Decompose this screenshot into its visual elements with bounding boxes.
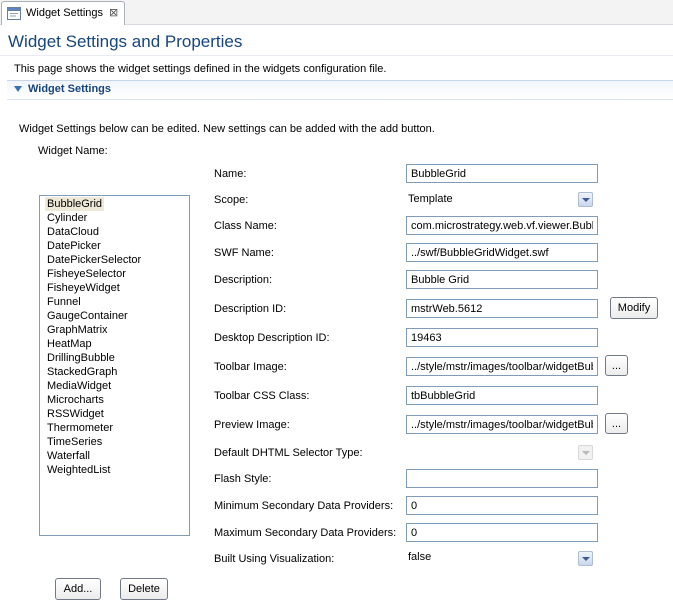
toolbar-image-browse-button[interactable]: ... (605, 355, 628, 376)
widget-list-item[interactable]: BubbleGrid (47, 198, 103, 210)
widget-list-item[interactable]: Thermometer (47, 422, 114, 434)
widget-list-item[interactable]: FisheyeSelector (47, 268, 126, 280)
min-secondary-providers-input[interactable] (406, 496, 598, 515)
class-name-input[interactable] (406, 216, 598, 235)
page-description: This page shows the widget settings defined in the widgets configuration file. (14, 63, 387, 75)
name-label: Name: (214, 168, 247, 180)
widget-list-item[interactable]: TimeSeries (47, 436, 103, 448)
add-button[interactable]: Add... (55, 578, 101, 600)
widget-list-item[interactable]: GraphMatrix (47, 324, 108, 336)
widget-list-item[interactable]: FisheyeWidget (47, 282, 120, 294)
widget-list-item[interactable]: DrillingBubble (47, 352, 115, 364)
max-secondary-providers-input[interactable] (406, 523, 598, 542)
description-id-label: Description ID: (214, 303, 287, 315)
section-description: Widget Settings below can be edited. New settings can be added with the add button. (19, 123, 435, 135)
preview-image-browse-button[interactable]: ... (605, 413, 628, 434)
widget-list-item[interactable]: StackedGraph (47, 366, 118, 378)
class-name-label: Class Name: (214, 220, 277, 232)
chevron-down-icon (582, 451, 590, 455)
section-title: Widget Settings (28, 83, 112, 95)
scope-label: Scope: (214, 194, 249, 206)
built-using-visualization-select[interactable]: false (408, 551, 432, 563)
toolbar-css-class-label: Toolbar CSS Class: (214, 390, 310, 402)
max-secondary-providers-label: Maximum Secondary Data Providers: (214, 527, 397, 539)
widget-list-item[interactable]: HeatMap (47, 338, 92, 350)
widget-list-item[interactable]: RSSWidget (47, 408, 104, 420)
tab-widget-settings[interactable] (1, 1, 125, 25)
description-input[interactable] (406, 270, 598, 289)
widget-name-list[interactable] (39, 195, 190, 536)
widget-list-item[interactable]: DatePicker (47, 240, 101, 252)
default-dhtml-selector-type-dropdown-button (578, 445, 593, 460)
delete-button[interactable]: Delete (120, 578, 168, 600)
name-input[interactable] (406, 164, 598, 183)
desktop-description-id-label: Desktop Description ID: (214, 332, 330, 344)
widget-list-item[interactable]: Funnel (47, 296, 81, 308)
preview-image-label: Preview Image: (214, 419, 290, 431)
toolbar-image-label: Toolbar Image: (214, 361, 287, 373)
min-secondary-providers-label: Minimum Secondary Data Providers: (214, 500, 394, 512)
widget-list-item[interactable]: Microcharts (47, 394, 104, 406)
desktop-description-id-input[interactable] (406, 328, 598, 347)
swf-name-label: SWF Name: (214, 247, 274, 259)
widget-list-item[interactable]: Waterfall (47, 450, 90, 462)
description-label: Description: (214, 274, 273, 286)
chevron-down-icon (582, 557, 590, 561)
widget-name-label: Widget Name: (38, 145, 108, 157)
widget-list-item[interactable]: GaugeContainer (47, 310, 128, 322)
preview-image-input[interactable] (406, 415, 598, 434)
scope-dropdown-button[interactable] (578, 192, 593, 207)
chevron-down-icon (582, 198, 590, 202)
modify-button[interactable]: Modify (610, 297, 658, 319)
toolbar-image-input[interactable] (406, 357, 598, 376)
default-dhtml-selector-type-label: Default DHTML Selector Type: (214, 447, 363, 459)
widget-list-item[interactable]: WeightedList (47, 464, 111, 476)
section-header-widget-settings[interactable] (7, 80, 673, 100)
close-icon[interactable]: ⊠ (109, 7, 119, 19)
widget-list-item[interactable]: Cylinder (47, 212, 88, 224)
widget-list-item[interactable]: DatePickerSelector (47, 254, 142, 266)
page-title: Widget Settings and Properties (8, 32, 243, 51)
swf-name-input[interactable] (406, 243, 598, 262)
chevron-down-icon[interactable] (14, 86, 22, 92)
widget-list-item[interactable]: MediaWidget (47, 380, 112, 392)
toolbar-css-class-input[interactable] (406, 386, 598, 405)
description-id-input[interactable] (406, 299, 598, 318)
flash-style-label: Flash Style: (214, 473, 272, 485)
widget-list-item[interactable]: DataCloud (47, 226, 99, 238)
scope-select[interactable]: Template (408, 193, 453, 205)
flash-style-input[interactable] (406, 469, 598, 488)
title-divider (0, 55, 673, 56)
built-using-visualization-dropdown-button[interactable] (578, 551, 593, 566)
widget-settings-icon (7, 7, 21, 20)
tab-label: Widget Settings (26, 7, 104, 19)
built-using-visualization-label: Built Using Visualization: (214, 553, 335, 565)
